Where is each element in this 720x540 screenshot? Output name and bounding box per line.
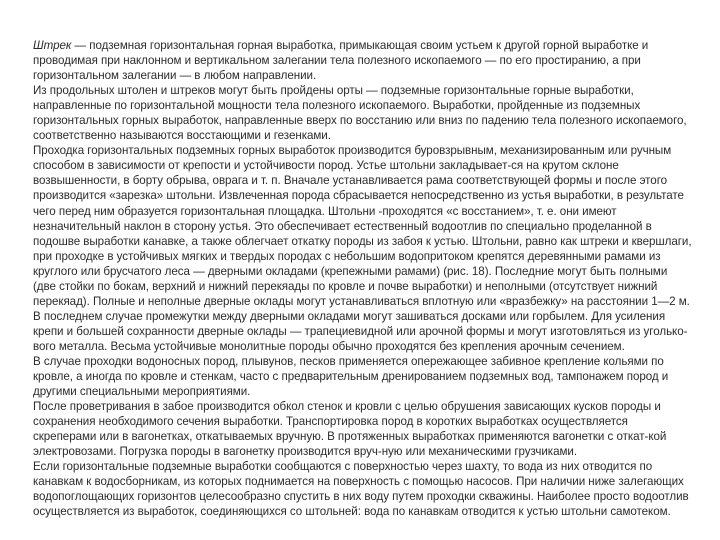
paragraph-6: Если горизонтальные подземные выработки сообщаются с поверхностью через шахту, то вода из них отводится по канавкам к водосборникам, из которых поднимается на поверхность с помощью насосов. При наличии ниже залегающих водопоглощающих горизонтов целесообразно спустить в них воду путем проходки скважины. Наиболее просто водоотлив осуществляется из выработок, соединяющихся со штольней: вода по канавкам отводится к устью штольни самотеком. bbox=[33, 460, 689, 519]
paragraph-2: Из продольных штолен и штреков могут быть пройдены орты — подземные горизонтальные горные выработки, направленные по горизонтальной мощности тела полезного ископаемого. Выработки, пройденные из подземных горизонтальных горных выработок, направленные вверх по восстанию или вниз по падению тела полезного ископаемого, соответственно называются восстающими и гезенками. bbox=[33, 84, 687, 143]
defined-term: Штрек bbox=[33, 39, 72, 52]
document-body bbox=[33, 38, 693, 520]
paragraph-5: После проветривания в забое производится обкол стенок и кровли с целью обрушения зависающих кусков породы и сохранения необходимого сечения выработки. Транспортировка пород в коротких выработках осуществляется скреперами или в вагонетках, откатываемых вручную. В протяженных выработках применяются вагонетки с откат-кой электровозами. Погрузка породы в вагонетку производится вруч-ную или механическими грузчиками. bbox=[33, 400, 667, 459]
paragraph-1-text: — подземная горизонтальная горная выработка, примыкающая своим устьем к другой горной выработке и проводимая при наклонном и вертикальном залегании тела полезного ископаемого — по его простиранию, а при горизонтальном залегании — в любом направлении. bbox=[33, 39, 649, 83]
paragraph-3: Проходка горизонтальных подземных горных выработок производится буровзрывным, механизированным или ручным способом в зависимости от крепости и устойчивости пород. Устье штольни закладывает-ся на крутом склоне возвышенности, в борту обрыва, оврага и т. п. Вначале устанавливается рама соответствующей формы и после этого производится «зарезка» штольни. Извлеченная порода сбрасывается непосредственно из устья выработки, в результате чего перед ним образуется горизонтальная площадка. Штольни -проходятся «с восстанием», т. е. они имеют незначительный наклон в сторону устья. Это обеспечивает естественный водоотлив по специально проделанной в подошве выработки канавке, а также облегчает откатку породы из забоя к устью. Штольни, равно как штреки и квершлаги, при проходке в устойчивых мягких и твердых породах с небольшим водопритоком крепятся деревянными рамами из круглого или брусчатого леса — дверными окладами (крепежными рамами) (рис. 18). Последние могут быть полными (две стойки по бокам, верхний и нижний перекяады по кровле и почве выработки) и неполными (отсутствует нижний перекяад). Полные и неполные дверные оклады могут устанавливаться вплотную или «вразбежку» на расстоянии 1—2 м. В последнем случае промежутки между дверными окладами могут зашиваться досками или горбылем. Для усиления крепи и большей сохранности дверные оклады — трапециевидной или арочной формы и могут изготовляться из уголько-вого металла. Весьма устойчивые монолитные породы обычно проходятся без крепления арочным сечением. bbox=[33, 144, 692, 353]
paragraph-1 bbox=[33, 38, 693, 83]
paragraph-4: В случае проходки водоносных пород, плывунов, песков применяется опережающее забивное крепление кольями по кровле, а иногда по кровле и стенкам, часто с предварительным дренированием подземных вод, тампонажем пород и другими специальными мероприятиями. bbox=[33, 354, 669, 399]
